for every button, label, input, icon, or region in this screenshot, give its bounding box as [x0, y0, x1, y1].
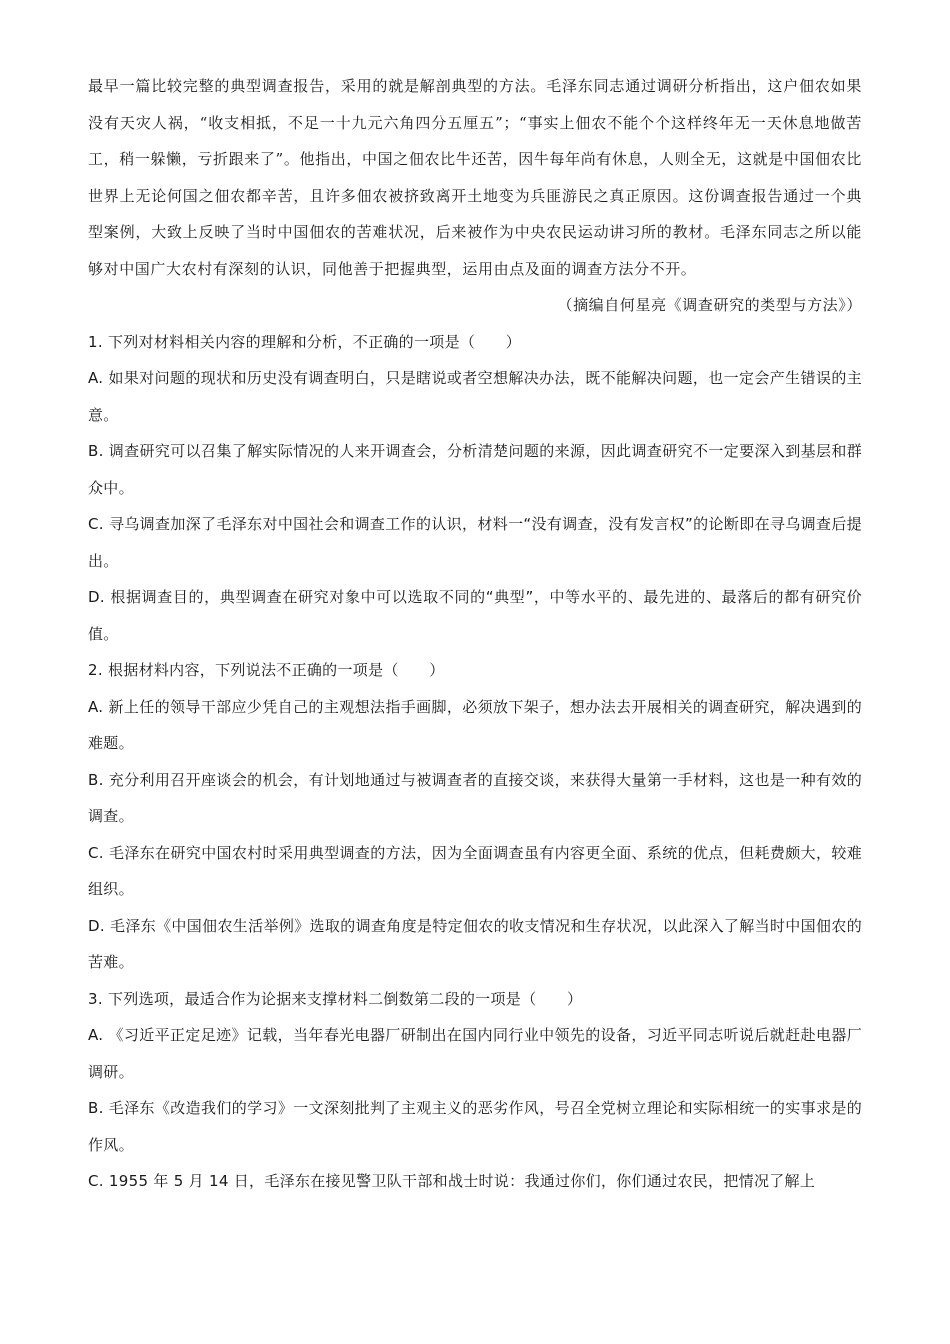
option-a: A. 《习近平正定足迹》记载，当年春光电器厂研制出在国内同行业中领先的设备，习近平同志听说后就赶赴电器厂调研。 — [88, 1026, 862, 1081]
document-page — [88, 68, 862, 1200]
option-a: A. 如果对问题的现状和历史没有调查明白，只是瞎说或者空想解决办法，既不能解决问题，也一定会产生错误的主意。 — [88, 369, 862, 424]
option-c: C. 1955 年 5 月 14 日，毛泽东在接见警卫队干部和战士时说：我通过你们，你们通过农民，把情况了解上 — [88, 1172, 816, 1190]
option-b: B. 充分利用召开座谈会的机会，有计划地通过与被调查者的直接交谈，来获得大量第一手材料，这也是一种有效的调查。 — [88, 770, 862, 825]
passage-source-citation: （摘编自何星亮《调查研究的类型与方法》） — [557, 296, 862, 314]
option-a: A. 新上任的领导干部应少凭自己的主观想法指手画脚，必须放下架子，想办法去开展相关的调查研究，解决遇到的难题。 — [88, 697, 862, 752]
question-stem: 3. 下列选项，最适合作为论据来支撑材料二倒数第二段的一项是（ ） — [88, 989, 583, 1008]
option-b: B. 毛泽东《改造我们的学习》一文深刻批判了主观主义的恶劣作风，号召全党树立理论和实际相统一的实事求是的作风。 — [88, 1099, 862, 1154]
option-c: C. 寻乌调查加深了毛泽东对中国社会和调查工作的认识，材料一“没有调查，没有发言权”的论断即在寻乌调查后提出。 — [88, 515, 862, 570]
question-1 — [88, 324, 862, 653]
passage-paragraph: 最早一篇比较完整的典型调查报告，采用的就是解剖典型的方法。毛泽东同志通过调研分析指出，这户佃农如果没有天灾人祸，“收支相抵，不足一十九元六角四分五厘五”；“事实上佃农不能个个这样终年无一天休息地做苦工，稍一躲懒，亏折跟来了”。他指出，中国之佃农比牛还苦，因牛每年尚有休息，人则全无，这就是中国佃农比世界上无论何国之佃农都辛苦，且许多佃农被挤致离开土地变为兵匪游民之真正原因。这份调查报告通过一个典型案例，大致上反映了当时中国佃农的苦难状况，后来被作为中央农民运动讲习所的教材。毛泽东同志之所以能够对中国广大农村有深刻的认识，同他善于把握典型，运用由点及面的调查方法分不开。 — [88, 77, 862, 278]
question-2 — [88, 652, 862, 981]
question-3 — [88, 981, 862, 1200]
question-stem: 1. 下列对材料相关内容的理解和分析，不正确的一项是（ ） — [88, 332, 522, 351]
option-b: B. 调查研究可以召集了解实际情况的人来开调查会，分析清楚问题的来源，因此调查研究不一定要深入到基层和群众中。 — [88, 442, 862, 497]
reading-passage — [88, 68, 862, 287]
option-c: C. 毛泽东在研究中国农村时采用典型调查的方法，因为全面调查虽有内容更全面、系统的优点，但耗费颇大，较难组织。 — [88, 843, 862, 898]
option-d: D. 根据调查目的，典型调查在研究对象中可以选取不同的“典型”，中等水平的、最先进的、最落后的都有研究价值。 — [88, 588, 862, 643]
question-list — [88, 324, 862, 1200]
option-d: D. 毛泽东《中国佃农生活举例》选取的调查角度是特定佃农的收支情况和生存状况，以此深入了解当时中国佃农的苦难。 — [88, 916, 862, 971]
question-stem: 2. 根据材料内容，下列说法不正确的一项是（ ） — [88, 661, 445, 679]
